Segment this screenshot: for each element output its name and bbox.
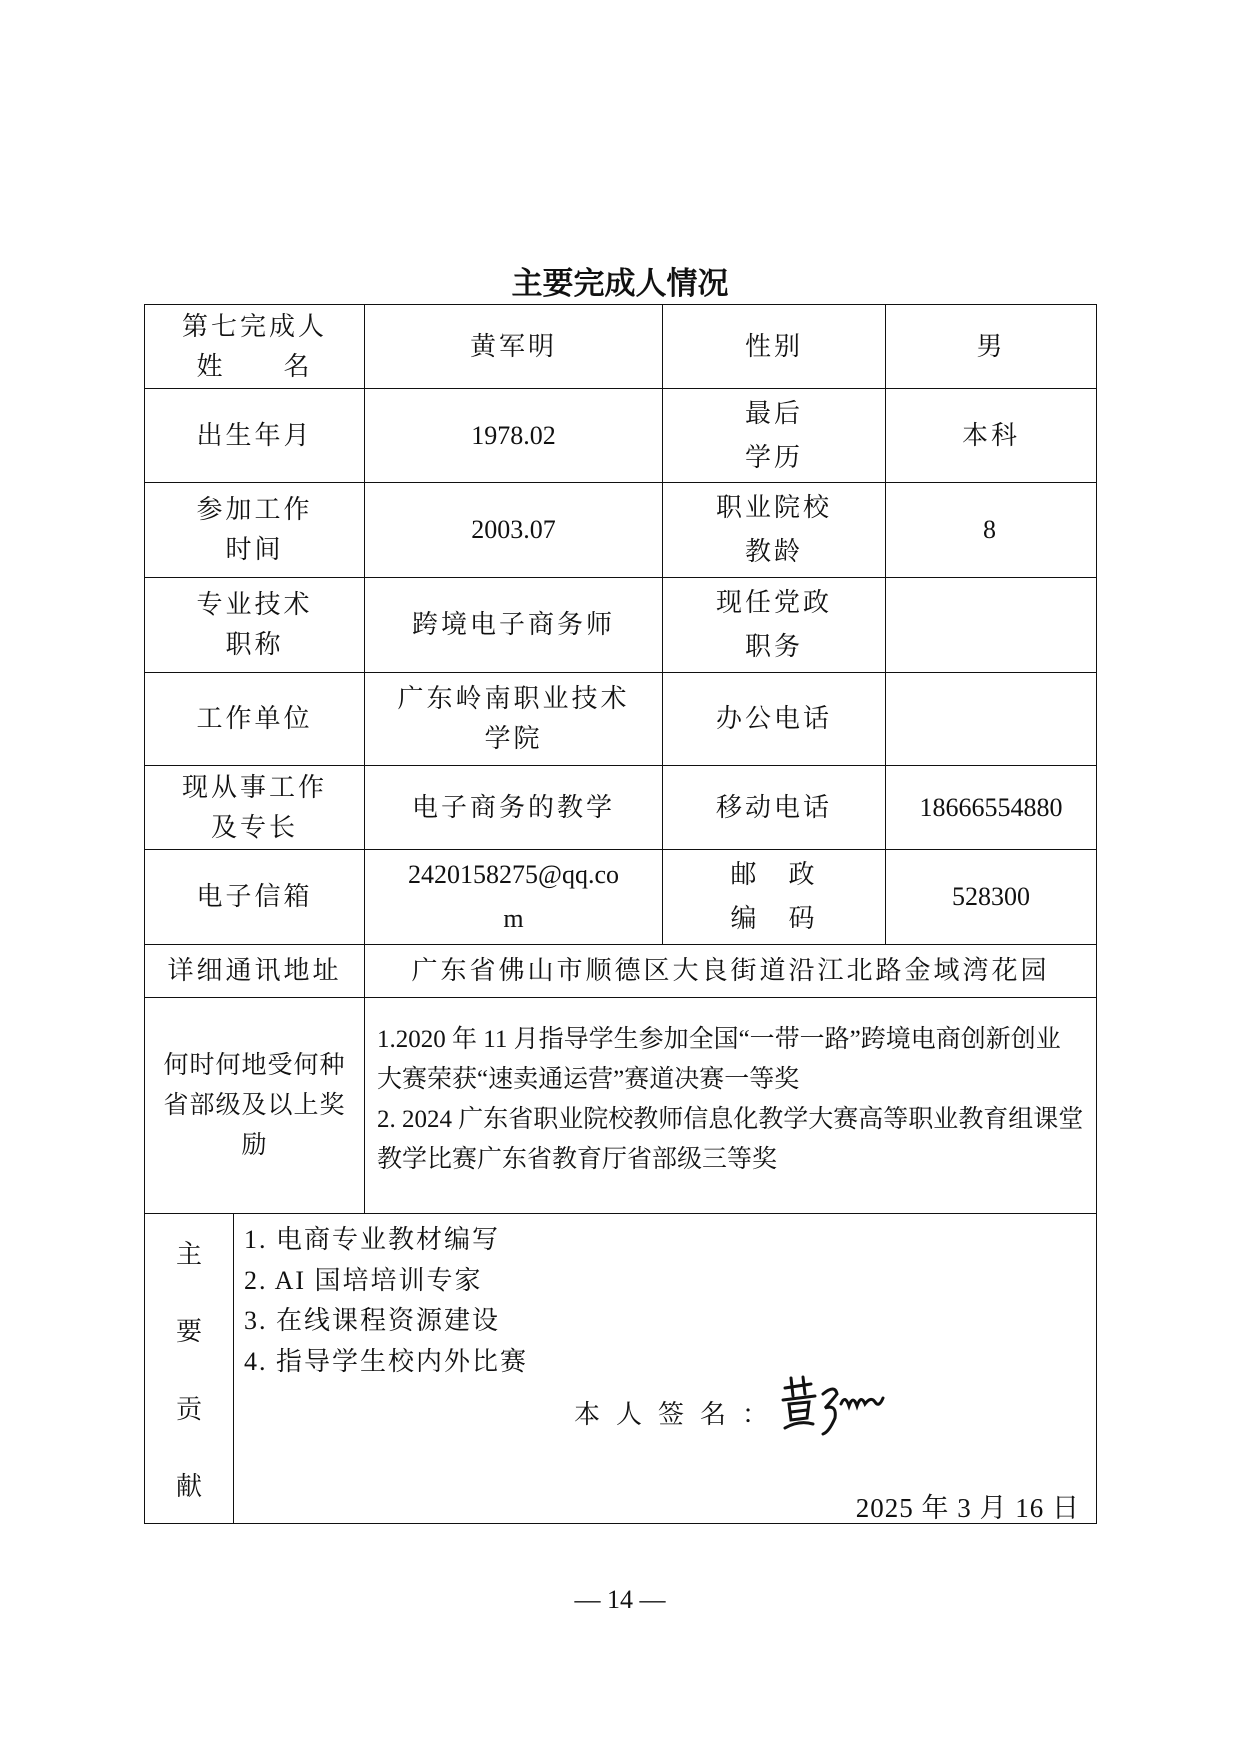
mobile-label: 移动电话 [662, 765, 886, 850]
gender-value: 男 [885, 304, 1097, 389]
education-value: 本科 [885, 388, 1097, 483]
address-label: 详细通讯地址 [144, 944, 365, 998]
work-start-value: 2003.07 [364, 482, 663, 578]
page-title: 主要完成人情况 [511, 266, 729, 302]
specialty-value: 电子商务的教学 [364, 765, 663, 850]
label-char: 贡 [175, 1394, 202, 1424]
party-post-label [662, 577, 886, 673]
email-value [364, 849, 663, 945]
office-phone-value [885, 672, 1097, 766]
label-line: 第七完成人 [181, 311, 327, 341]
label-line: 及专长 [210, 812, 298, 842]
awards-label [144, 997, 365, 1214]
label-line: 邮 政 [730, 860, 818, 889]
list-item: 3. 在线课程资源建设 [244, 1306, 501, 1335]
party-post-value [885, 577, 1097, 673]
email-label: 电子信箱 [144, 849, 365, 945]
name-label [144, 304, 365, 389]
award-line: 教学比赛广东省教育厅省部级三等奖 [377, 1146, 778, 1173]
label-line: 何时何地受何种 [163, 1051, 346, 1079]
postcode-label [662, 849, 886, 945]
education-label [662, 388, 886, 483]
value-line: 学院 [484, 724, 543, 753]
label-line: 省部级及以上奖 [163, 1091, 346, 1119]
birth-value: 1978.02 [364, 388, 663, 483]
employer-value [364, 672, 663, 766]
employer-label: 工作单位 [144, 672, 365, 766]
teach-years-label [662, 482, 886, 578]
label-line: 编 码 [730, 904, 818, 933]
award-line: 大赛荣获“速卖通运营”赛道决赛一等奖 [377, 1066, 800, 1093]
label-line: 现从事工作 [181, 772, 327, 802]
list-item: 2. AI 国培培训专家 [244, 1265, 483, 1295]
value-line: 广东岭南职业技术 [397, 684, 630, 713]
contribution-list [244, 1220, 528, 1382]
award-line: 1.2020 年 11 月指导学生参加全国“一带一路”跨境电商创新创业 [377, 1026, 1061, 1053]
value-line: m [503, 904, 524, 933]
signature-date: 2025 年 3 月 16 日 [855, 1493, 1080, 1523]
teach-years-value: 8 [885, 482, 1097, 578]
tech-title-label [144, 577, 365, 673]
label-line: 励 [241, 1131, 268, 1159]
gender-label: 性别 [662, 304, 886, 389]
label-char: 要 [175, 1317, 202, 1347]
label-line: 现任党政 [715, 588, 832, 617]
specialty-label [144, 765, 365, 850]
handwritten-signature [779, 1374, 889, 1440]
signature-label: 本人签名： [574, 1400, 785, 1429]
label-line: 职业院校 [715, 493, 832, 522]
work-start-label [144, 482, 365, 578]
contribution-content [233, 1213, 1097, 1524]
label-line: 专业技术 [196, 590, 313, 619]
value-line: 2420158275@qq.co [408, 860, 619, 889]
label-line: 学历 [744, 442, 803, 472]
tech-title-value: 跨境电子商务师 [364, 577, 663, 673]
label-line: 时间 [225, 535, 284, 564]
label-line: 姓 名 [196, 351, 313, 381]
list-item: 1. 电商专业教材编写 [244, 1225, 501, 1254]
list-item: 4. 指导学生校内外比赛 [244, 1346, 529, 1376]
office-phone-label: 办公电话 [662, 672, 886, 766]
label-char: 主 [175, 1240, 202, 1270]
mobile-value: 18666554880 [885, 765, 1097, 850]
label-line: 参加工作 [196, 495, 313, 524]
page-number: — 14 — [574, 1585, 666, 1614]
label-char: 献 [175, 1471, 202, 1501]
award-line: 2. 2024 广东省职业院校教师信息化教学大赛高等职业教育组课堂 [377, 1106, 1084, 1133]
address-value: 广东省佛山市顺德区大良街道沿江北路金域湾花园 [364, 944, 1097, 998]
birth-label: 出生年月 [144, 388, 365, 483]
name-value: 黄军明 [364, 304, 663, 389]
contribution-label [144, 1213, 234, 1524]
label-line: 教龄 [744, 537, 803, 566]
label-line: 职务 [744, 632, 803, 661]
label-line: 最后 [744, 398, 803, 428]
label-line: 职称 [225, 630, 284, 659]
awards-value [364, 997, 1097, 1214]
postcode-value: 528300 [885, 849, 1097, 945]
